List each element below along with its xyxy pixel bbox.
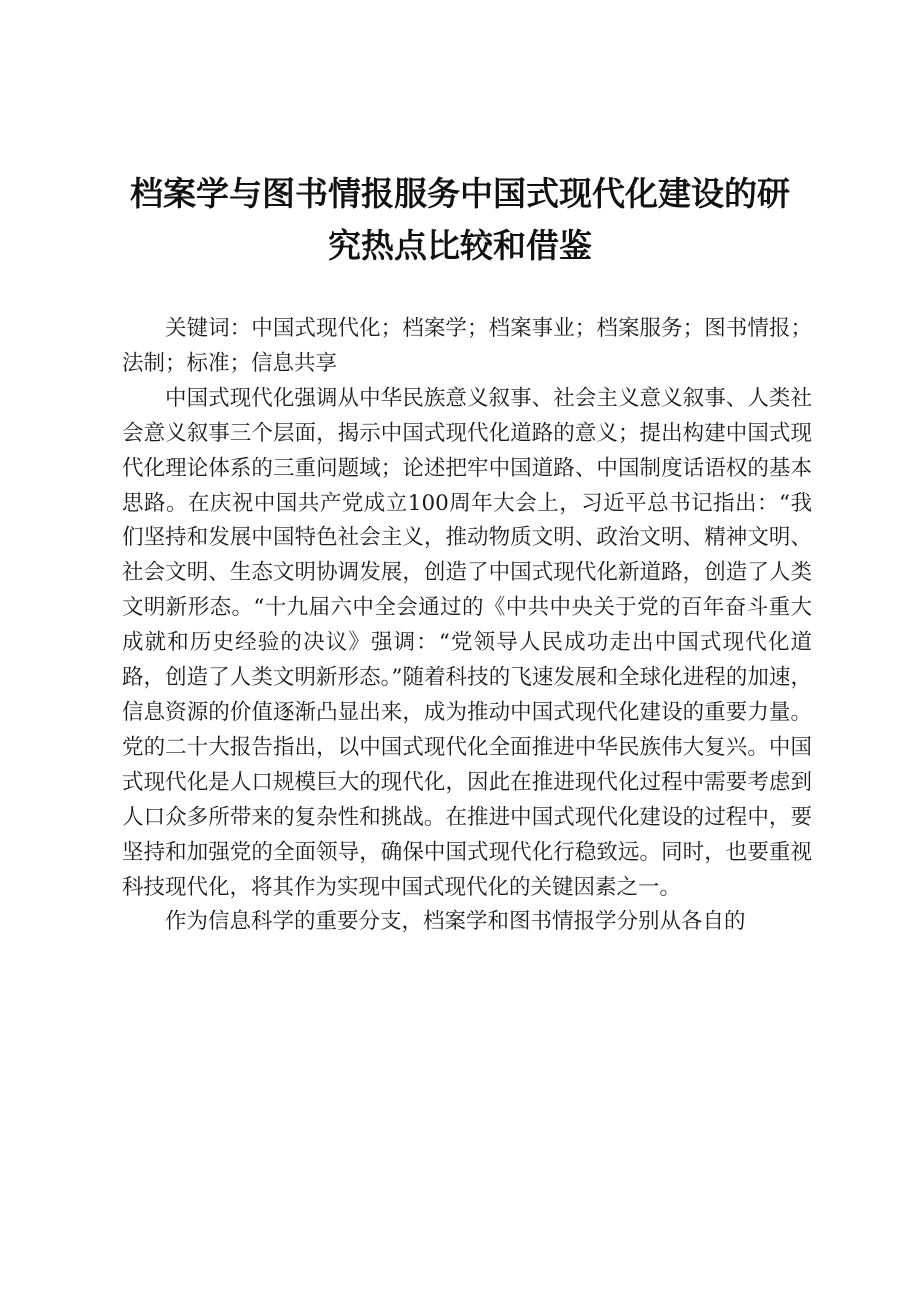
body-paragraph-2: 作为信息科学的重要分支，档案学和图书情报学分别从各自的 [165,909,746,935]
body-paragraph-1: 中国式现代化强调从中华民族意义叙事、社会主义意义叙事、人类社会意义叙事三个层面，揭示中国式现代化道路的意义；提出构建中国式现代化理论体系的三重问题域；论述把牢中国道路、中国制度话语权的基本思路。在庆祝中国共产党成立100周年大会上，习近平总书记指出：“我们坚持和发展中国特色社会主义，推动物质文明、政治文明、精神文明、社会文明、生态文明协调发展，创造了中国式现代化新道路，创造了人类文明新形态。“十九届六中全会通过的《中共中央关于党的百年奋斗重大成就和历史经验的决议》强调：“党领导人民成功走出中国式现代化道路，创造了人类文明新形态。”随着科技的飞速发展和全球化进程的加速，信息资源的价值逐渐凸显出来，成为推动中国式现代化建设的重要力量。党的二十大报告指出，以中国式现代化全面推进中华民族伟大复兴。中国式现代化是人口规模巨大的现代化，因此在推进现代化过程中需要考虑到人口众多所带来的复杂性和挑战。在推进中国式现代化建设的过程中，要坚持和加强党的全面领导，确保中国式现代化行稳致远。同时，也要重视科技现代化，将其作为实现中国式现代化的关键因素之一。 [122,385,812,900]
document-title [110,168,810,272]
title-line-2: 究热点比较和借鉴 [328,226,592,265]
document-body [122,312,812,940]
title-line-1: 档案学与图书情报服务中国式现代化建设的研 [130,174,790,213]
keywords-paragraph: 关键词：中国式现代化；档案学；档案事业；档案服务；图书情报；法制；标准；信息共享 [122,316,812,376]
